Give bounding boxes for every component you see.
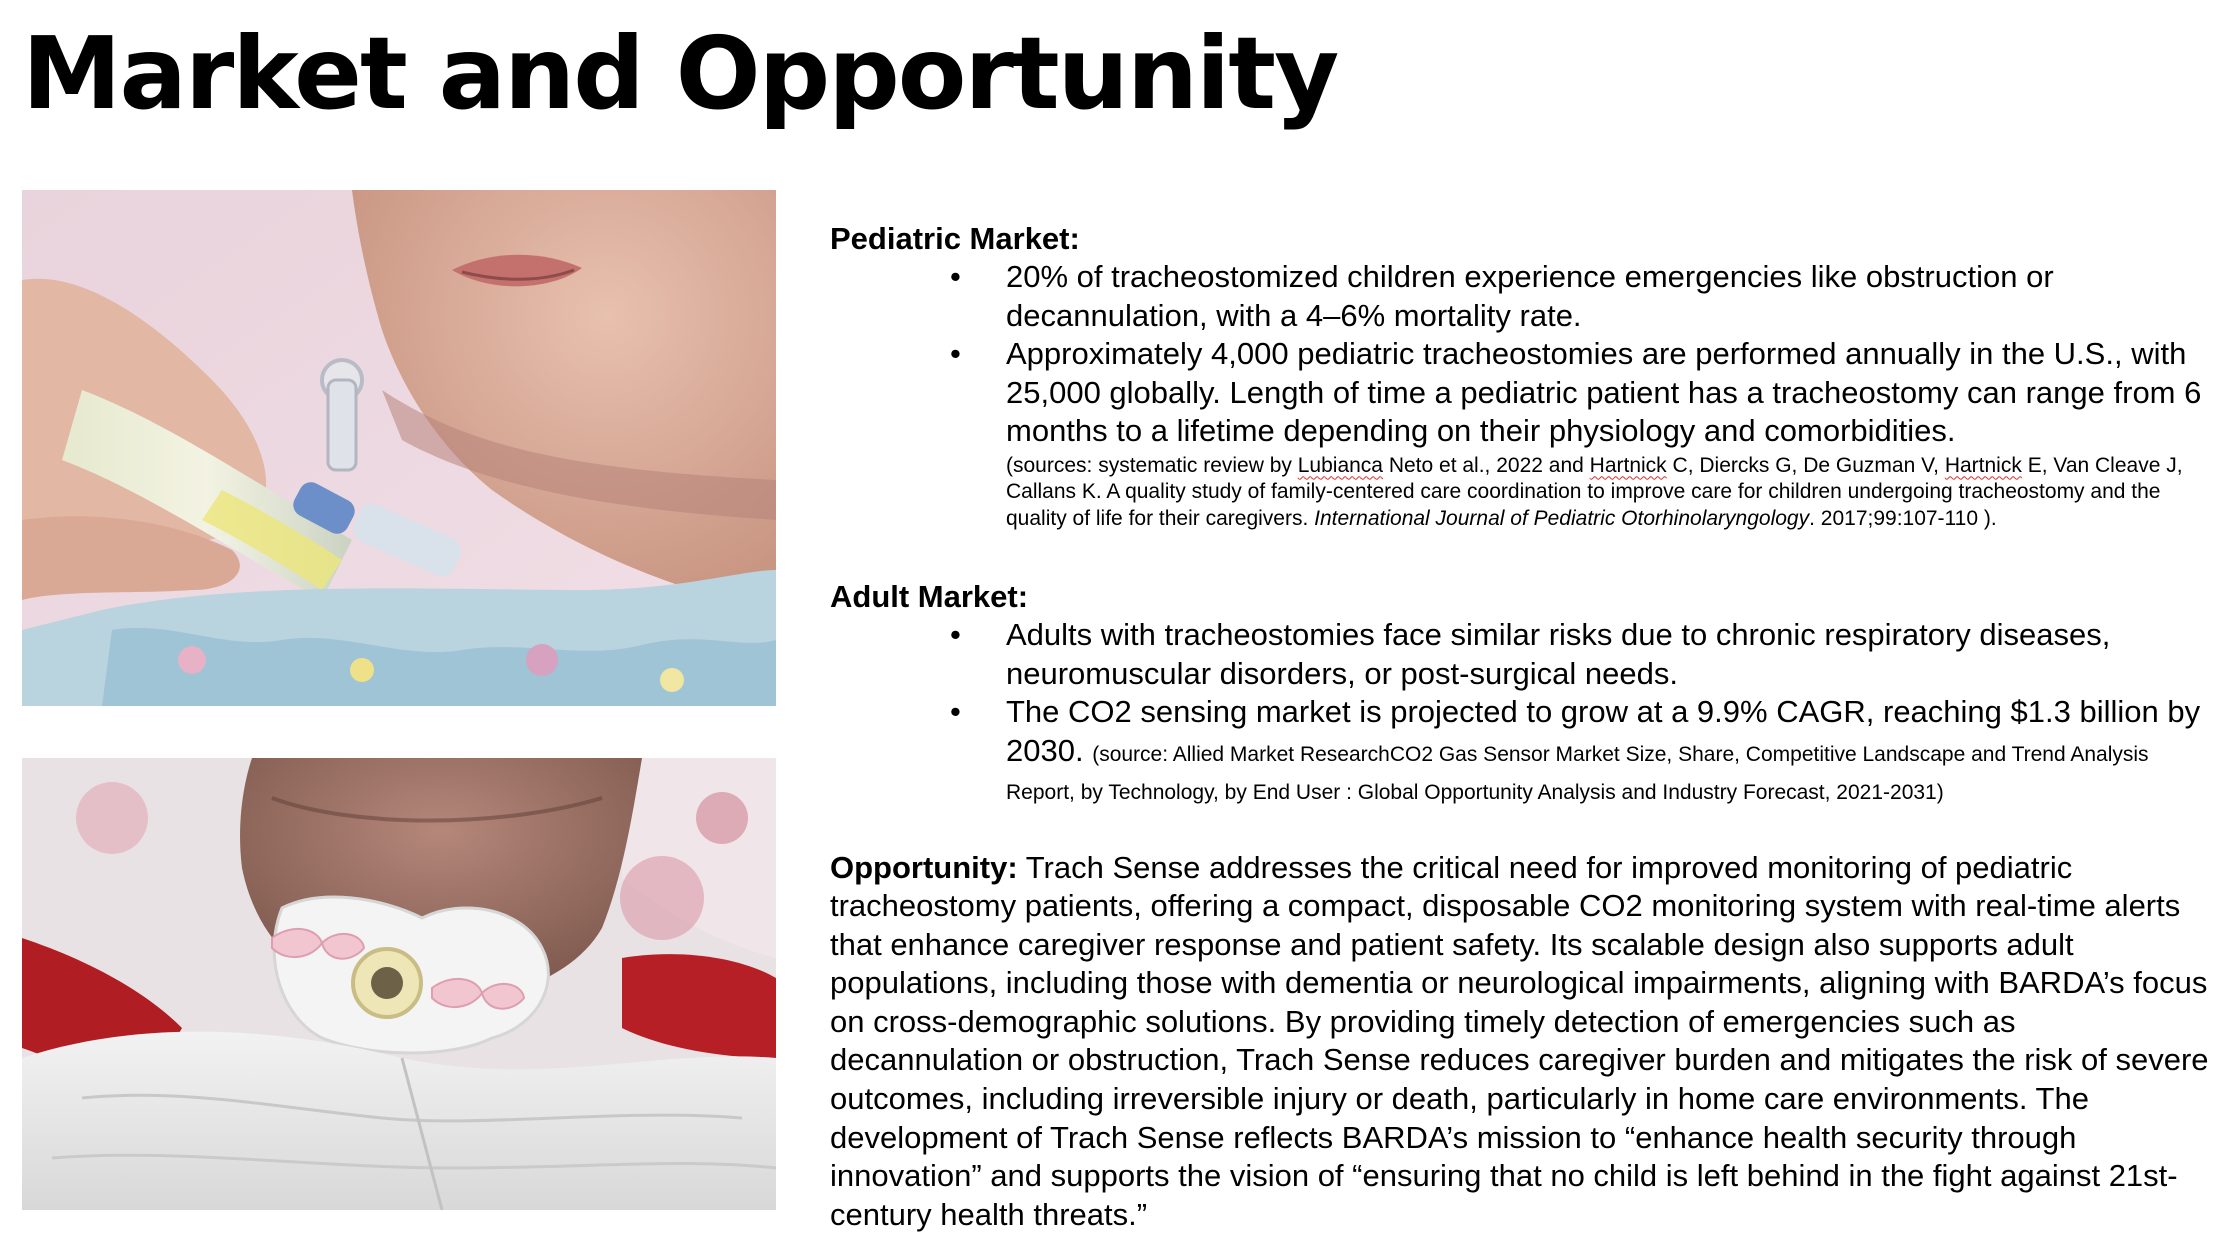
source-author-spellcheck: Hartnick (1589, 453, 1667, 477)
source-text: . 2017;99:107-110 ). (1809, 506, 1997, 530)
source-text: C, Diercks G, De Guzman V, (1666, 453, 1945, 477)
adult-market-list (830, 616, 2210, 809)
source-author-spellcheck: Hartnick (1944, 453, 2022, 477)
pediatric-market-heading: Pediatric Market: (830, 221, 1080, 256)
source-journal: International Journal of Pediatric Otorhinolaryngology (1314, 506, 1810, 530)
slide-title: Market and Opportunity (22, 15, 1338, 132)
bullet-icon: • (950, 259, 961, 294)
source-text: (sources: systematic review by (1006, 453, 1298, 477)
adult-bullet-2-text: The CO2 sensing market is projected to grow at a 9.9% CAGR, reaching $1.3 billion by 2030. (1006, 694, 2201, 768)
opportunity-paragraph (830, 849, 2210, 1235)
list-item (950, 258, 2210, 335)
list-item (950, 693, 2210, 809)
list-item (950, 335, 2210, 532)
source-text: E, Van Cleave J, Callans K. A quality study of family-centered care coordination to improve care for children undergoing tracheostomy and the quality of life for their caregivers. (1006, 453, 2183, 530)
list-item (950, 616, 2210, 693)
adult-trach-photo (22, 758, 776, 1210)
opportunity-label: Opportunity: (830, 849, 1018, 885)
bullet-icon: • (950, 694, 961, 729)
adult-bullet-1-text: Adults with tracheostomies face similar risks due to chronic respiratory diseases, neuromuscular disorders, or post-surgical needs. (1006, 617, 2111, 691)
bullet-icon: • (950, 617, 961, 652)
source-text: Neto et al., 2022 and (1383, 453, 1590, 477)
bullet-icon: • (950, 336, 961, 371)
adult-trach-photo-art (22, 758, 776, 1210)
source-author-spellcheck: Lubianca (1297, 453, 1383, 477)
adult-source-note: (source: Allied Market ResearchCO2 Gas Sensor Market Size, Share, Competitive Landscape and Trend Analysis Report, by Technology, by End User : Global Opportunity Analysis and Industry Forecast, 2021-2031) (1006, 742, 2149, 804)
pediatric-bullet-1-text: 20% of tracheostomized children experience emergencies like obstruction or decannulation, with a 4–6% mortality rate. (1006, 259, 2054, 333)
opportunity-text: Trach Sense addresses the critical need for improved monitoring of pediatric tracheostomy patients, offering a compact, disposable CO2 monitoring system with real-time alerts that enhance caregiver response and patient safety. Its scalable design also supports adult populations, including those with dementia or neurological impairments, aligning with BARDA’s focus on cross-demographic solutions. By providing timely detection of emergencies such as decannulation or obstruction, Trach Sense reduces caregiver burden and mitigates the risk of severe outcomes, including irreversible injury or death, particularly in home care environments. The development of Trach Sense reflects BARDA’s mission to “enhance health security through innovation” and supports the vision of “ensuring that no child is left behind in the fight against 21st-century health threats.” (830, 849, 2209, 1232)
pediatric-trach-photo (22, 190, 776, 706)
pediatric-market-list (830, 258, 2210, 532)
pediatric-trach-photo-art (22, 190, 776, 706)
content-panel (830, 220, 2210, 1234)
pediatric-bullet-2-text: Approximately 4,000 pediatric tracheostomies are performed annually in the U.S., with 25,000 globally. Length of time a pediatric patient has a tracheostomy can range from 6 months to a lifetime depending on their physiology and comorbidities. (1006, 336, 2202, 448)
pediatric-sources-note (1006, 453, 2210, 533)
adult-market-heading: Adult Market: (830, 579, 1029, 614)
